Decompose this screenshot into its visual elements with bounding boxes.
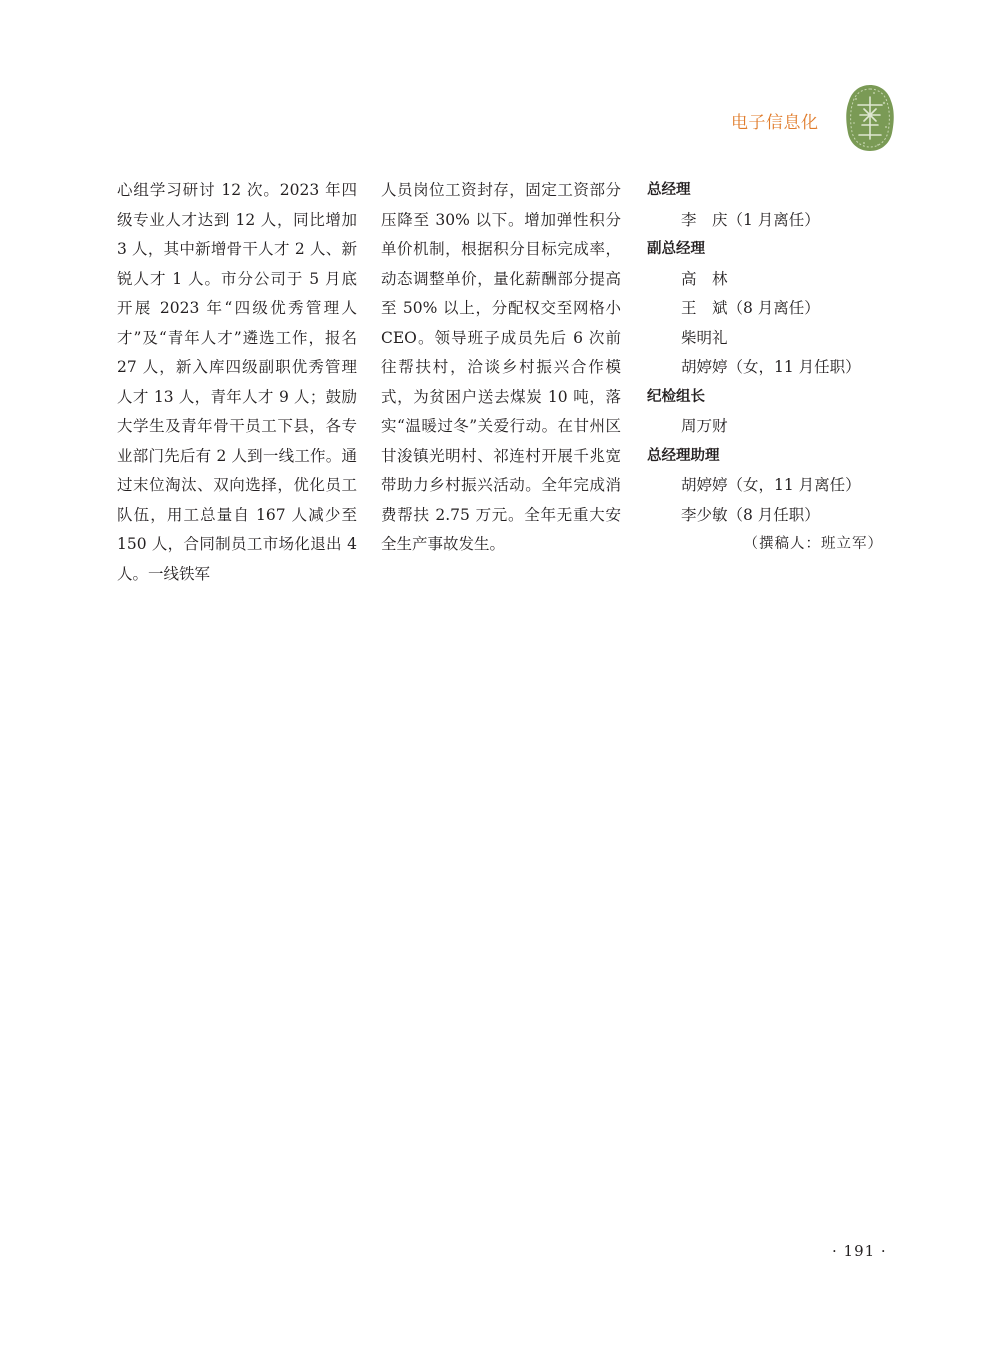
body-column-1: 心组学习研讨 12 次。2023 年四级专业人才达到 12 人，同比增加 3 人，其中新增骨干人才 2 人、新锐人才 1 人。市分公司于 5 月底开展 2023 年“四级优秀管理人才”及“青年人才”遴选工作，报名 27 人，新入库四级副职优秀管理人才 13 人，青年人才 9 人；鼓励大学生及青年骨干员工下县，各专业部门先后有 2 人到一线工作。通过末位淘汰、双向选择，优化员工队伍，用工总量自 167 人减少至 150 人，合同制员工市场化退出 4 人。一线铁军 bbox=[117, 181, 357, 583]
role-person: 周万财 bbox=[681, 417, 728, 435]
role-person: 李 庆（1 月离任） bbox=[681, 210, 820, 229]
role-title: 副总经理 bbox=[647, 241, 705, 257]
section-title: 电子信息化 bbox=[731, 113, 819, 133]
seal-stamp-icon bbox=[844, 83, 896, 153]
role-person: 李少敏（8 月任职） bbox=[681, 505, 820, 524]
leadership-list bbox=[647, 176, 887, 560]
role-person: 高 林 bbox=[681, 269, 728, 288]
role-person: 胡婷婷（女，11 月离任） bbox=[681, 476, 861, 494]
page-number: · 191 · bbox=[832, 1242, 887, 1260]
role-title: 纪检组长 bbox=[647, 388, 705, 405]
author-credit: （撰稿人：班立军） bbox=[743, 536, 883, 552]
role-person: 王 斌（8 月离任） bbox=[681, 299, 820, 317]
role-person: 胡婷婷（女，11 月任职） bbox=[681, 358, 861, 376]
body-column-2: 人员岗位工资封存，固定工资部分压降至 30% 以下。增加弹性积分单价机制，根据积分目标完成率，动态调整单价，量化薪酬部分提高至 50% 以上，分配权交至网格小 CEO。领导班子成员先后 6 次前往帮扶村，洽谈乡村振兴合作模式，为贫困户送去煤炭 10 吨，落实“温暖过冬”关爱行动。在甘州区甘浚镇光明村、祁连村开展千兆宽带助力乡村振兴活动。全年完成消费帮扶 2.75 万元。全年无重大安全生产事故发生。 bbox=[381, 181, 621, 553]
role-title: 总经理 bbox=[647, 182, 691, 198]
role-title: 总经理助理 bbox=[647, 447, 720, 464]
role-person: 柴明礼 bbox=[681, 328, 728, 347]
